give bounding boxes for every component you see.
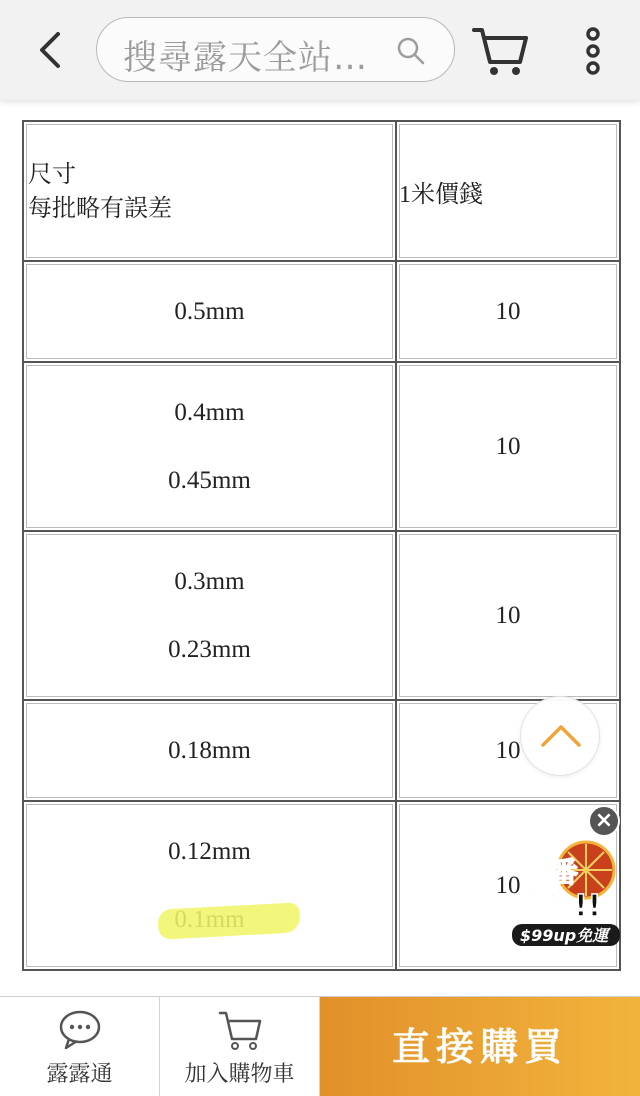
table-row: [23, 261, 620, 362]
size-header-note: 每批略有誤差: [28, 194, 172, 222]
size-value: 0.3mm: [174, 567, 245, 595]
promo-title-line2: くじ!!: [514, 889, 602, 924]
size-value: 0.45mm: [168, 466, 251, 494]
size-cell: [23, 362, 396, 531]
size-value: 0.23mm: [168, 635, 251, 663]
search-input[interactable]: [96, 17, 455, 82]
table-row: [23, 531, 620, 700]
promo-title-line1: 一番: [522, 856, 579, 889]
size-cell: [23, 700, 396, 801]
promo-close-button[interactable]: [588, 805, 620, 837]
price-cell: 10: [396, 531, 620, 700]
search-icon[interactable]: [396, 36, 426, 66]
size-header-label: 尺寸: [28, 160, 76, 188]
search-placeholder: 搜尋露天全站…: [123, 38, 368, 78]
chat-bubble-icon: [57, 1009, 103, 1051]
price-cell: 10: [396, 261, 620, 362]
size-value: 0.4mm: [174, 398, 245, 426]
back-button[interactable]: [28, 26, 72, 74]
price-cell: 10: [396, 801, 620, 970]
cart-icon: [216, 1009, 264, 1051]
size-header-cell: [23, 121, 396, 261]
add-to-cart-label: 加入購物車: [184, 1062, 295, 1087]
price-cell: 10: [396, 362, 620, 531]
back-chevron-icon: [28, 26, 72, 74]
add-to-cart-button[interactable]: [160, 997, 320, 1096]
chat-button[interactable]: [0, 997, 160, 1096]
top-navigation-bar: [0, 0, 640, 100]
size-cell: [23, 801, 396, 970]
cart-button[interactable]: [470, 24, 532, 78]
buy-now-button[interactable]: 直接購買: [320, 997, 640, 1096]
price-cell: 10: [396, 700, 620, 801]
size-value: 0.18mm: [168, 736, 251, 764]
chat-label: 露露通: [46, 1062, 113, 1087]
bottom-action-bar: [0, 996, 640, 1096]
promo-price-tag: $99up免運: [520, 926, 609, 945]
size-cell: [23, 531, 396, 700]
size-value: 0.5mm: [174, 297, 245, 325]
chevron-up-icon: [539, 721, 583, 751]
promo-ichiban-kuji-badge[interactable]: [508, 840, 624, 950]
more-options-button[interactable]: [576, 24, 610, 78]
size-value: 0.12mm: [168, 837, 251, 865]
table-header-row: [23, 121, 620, 261]
close-icon: ×: [594, 808, 614, 833]
size-cell: [23, 261, 396, 362]
scroll-to-top-button[interactable]: [520, 696, 600, 776]
more-vertical-icon: [576, 24, 610, 78]
cart-icon: [470, 24, 532, 78]
table-row: [23, 362, 620, 531]
price-header-cell: 1米價錢: [396, 121, 620, 261]
